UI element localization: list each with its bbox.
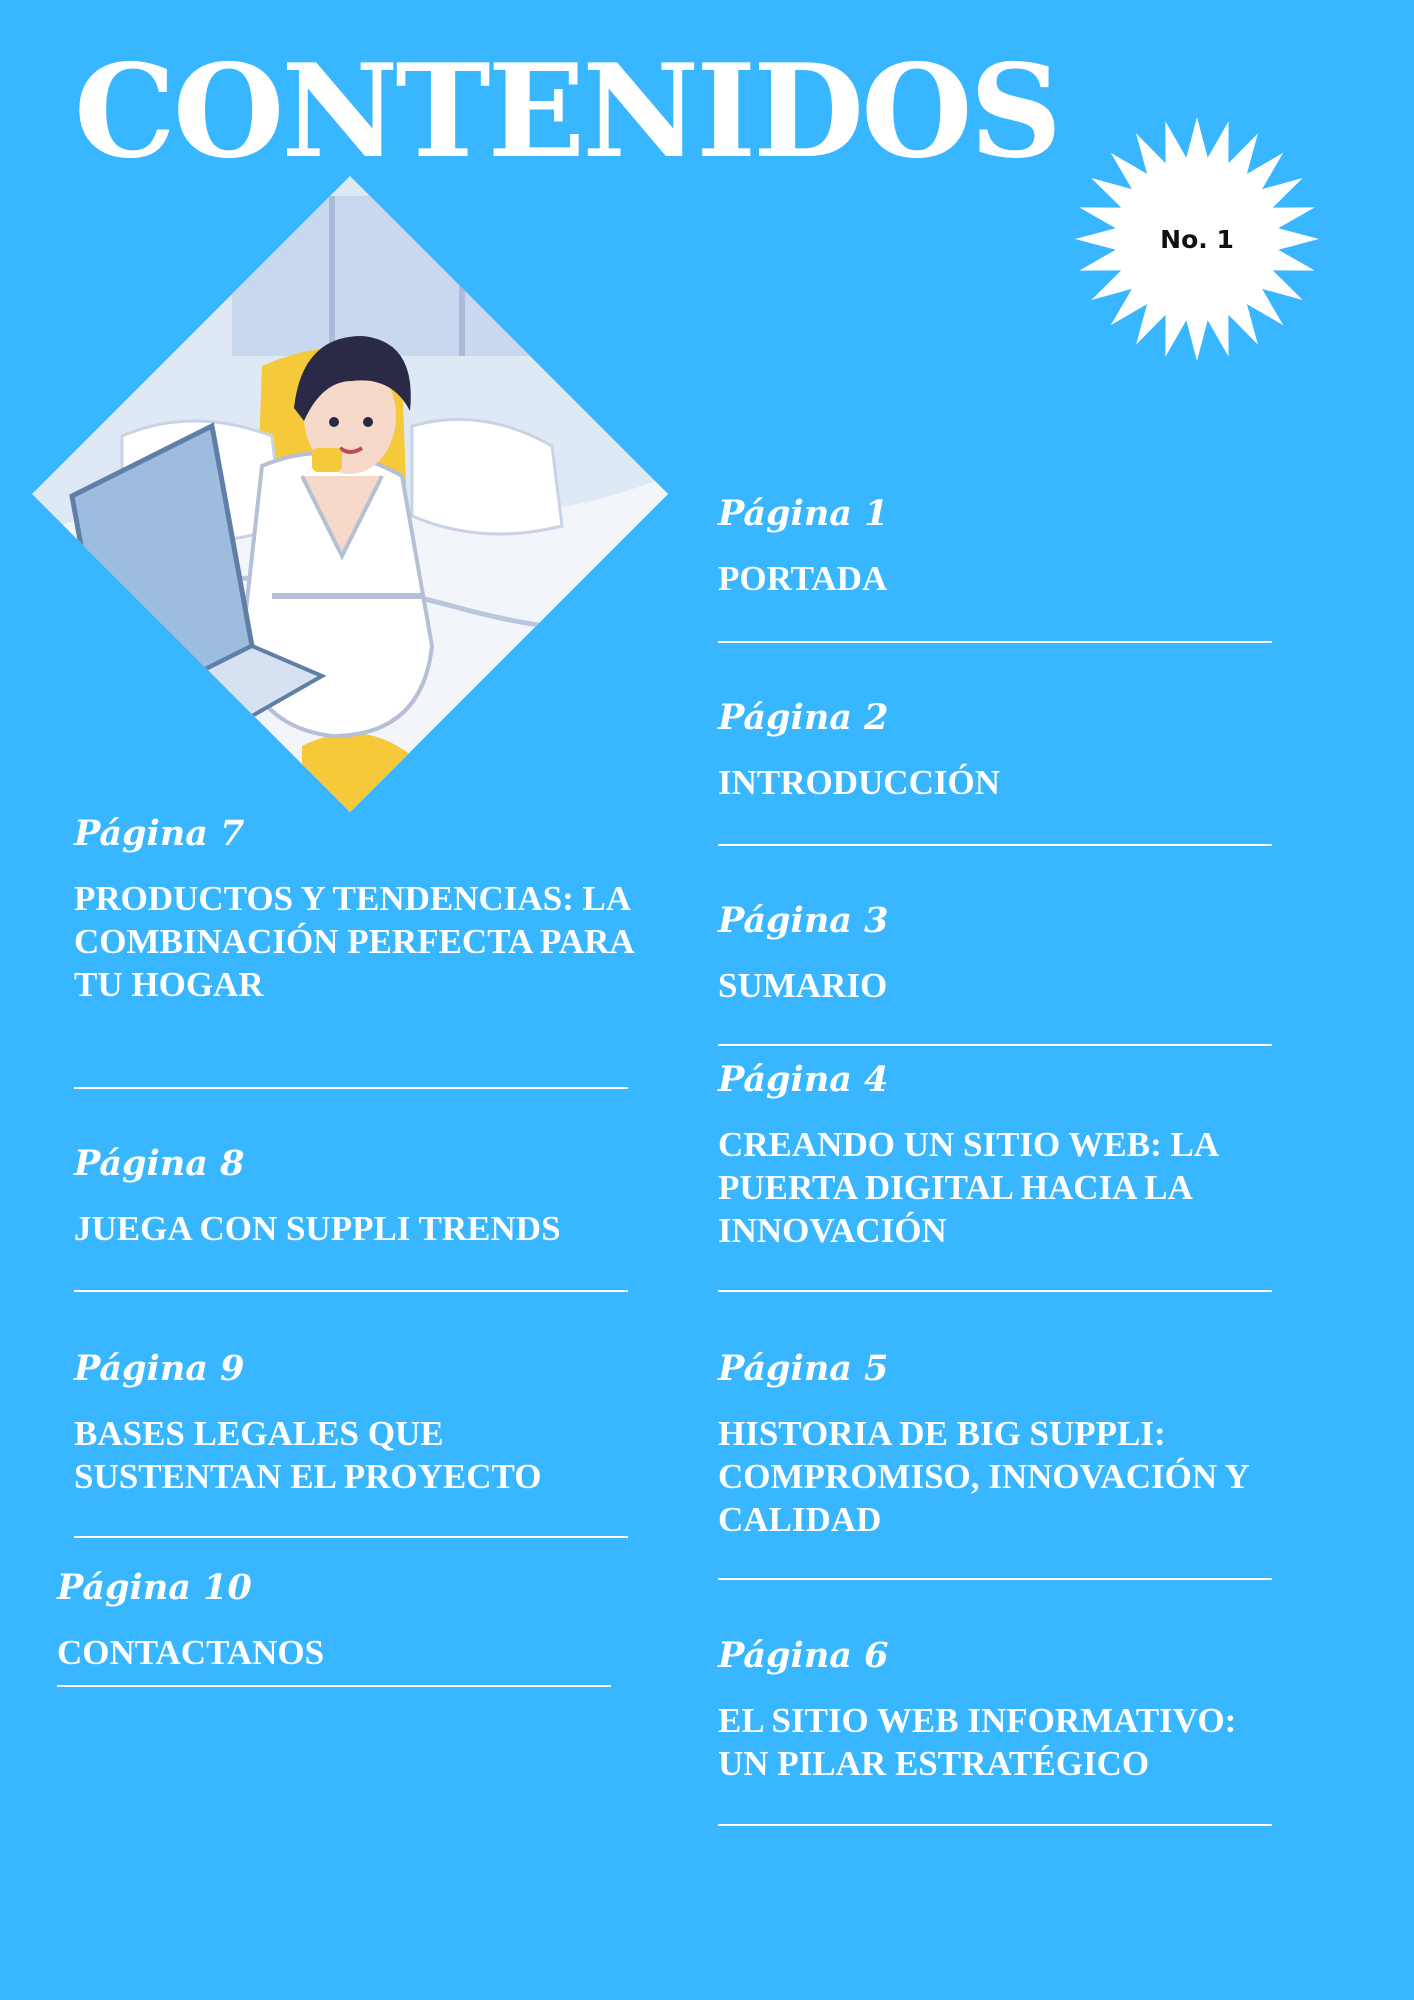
page-number: Página 10: [57, 1567, 252, 1608]
toc-entry[interactable]: [718, 1348, 1288, 1541]
divider: [74, 1290, 628, 1292]
divider: [718, 1578, 1272, 1580]
page-number: Página 6: [718, 1635, 889, 1676]
issue-badge: [1074, 116, 1320, 362]
page-number: Página 2: [718, 697, 889, 738]
entry-title: CREANDO UN SITIO WEB: LA PUERTA DIGITAL HACIA LA INNOVACIÓN: [718, 1125, 1218, 1250]
divider: [718, 1290, 1272, 1292]
page-title: CONTENIDOS: [74, 37, 1059, 187]
divider: [74, 1087, 628, 1089]
page-number: Página 1: [718, 493, 889, 534]
page-number: Página 9: [74, 1348, 245, 1389]
entry-title: JUEGA CON SUPPLI TRENDS: [74, 1209, 561, 1248]
entry-title: SUMARIO: [718, 966, 888, 1005]
page-number: Página 4: [718, 1059, 889, 1100]
entry-title: INTRODUCCIÓN: [718, 763, 1000, 802]
issue-number: No. 1: [1160, 224, 1234, 254]
divider: [718, 1044, 1272, 1046]
divider: [718, 1824, 1272, 1826]
toc-entry[interactable]: [718, 1635, 1288, 1785]
toc-entry[interactable]: [718, 900, 889, 1007]
entry-title: BASES LEGALES QUE SUSTENTAN EL PROYECTO: [74, 1414, 542, 1496]
entry-title: HISTORIA DE BIG SUPPLI: COMPROMISO, INNOVACIÓN Y CALIDAD: [718, 1414, 1249, 1539]
entry-title: CONTACTANOS: [57, 1633, 325, 1672]
toc-entry[interactable]: [74, 1143, 634, 1250]
entry-title: PORTADA: [718, 559, 888, 598]
divider: [718, 844, 1272, 846]
toc-entry[interactable]: [718, 1059, 1278, 1252]
page-number: Página 7: [74, 813, 245, 854]
toc-entry[interactable]: [74, 1348, 614, 1498]
toc-entry[interactable]: [718, 493, 889, 600]
entry-title: EL SITIO WEB INFORMATIVO: UN PILAR ESTRATÉGICO: [718, 1701, 1237, 1783]
woman-with-laptop-illustration: [32, 176, 668, 812]
divider: [718, 641, 1272, 643]
toc-entry[interactable]: [57, 1567, 617, 1674]
divider: [74, 1536, 628, 1538]
page-number: Página 8: [74, 1143, 245, 1184]
page-number: Página 3: [718, 900, 889, 941]
toc-entry[interactable]: [74, 813, 634, 1006]
toc-entry[interactable]: [718, 697, 1000, 804]
entry-title: PRODUCTOS Y TENDENCIAS: LA COMBINACIÓN PERFECTA PARA TU HOGAR: [74, 879, 633, 1004]
divider: [57, 1685, 611, 1687]
page-number: Página 5: [718, 1348, 889, 1389]
